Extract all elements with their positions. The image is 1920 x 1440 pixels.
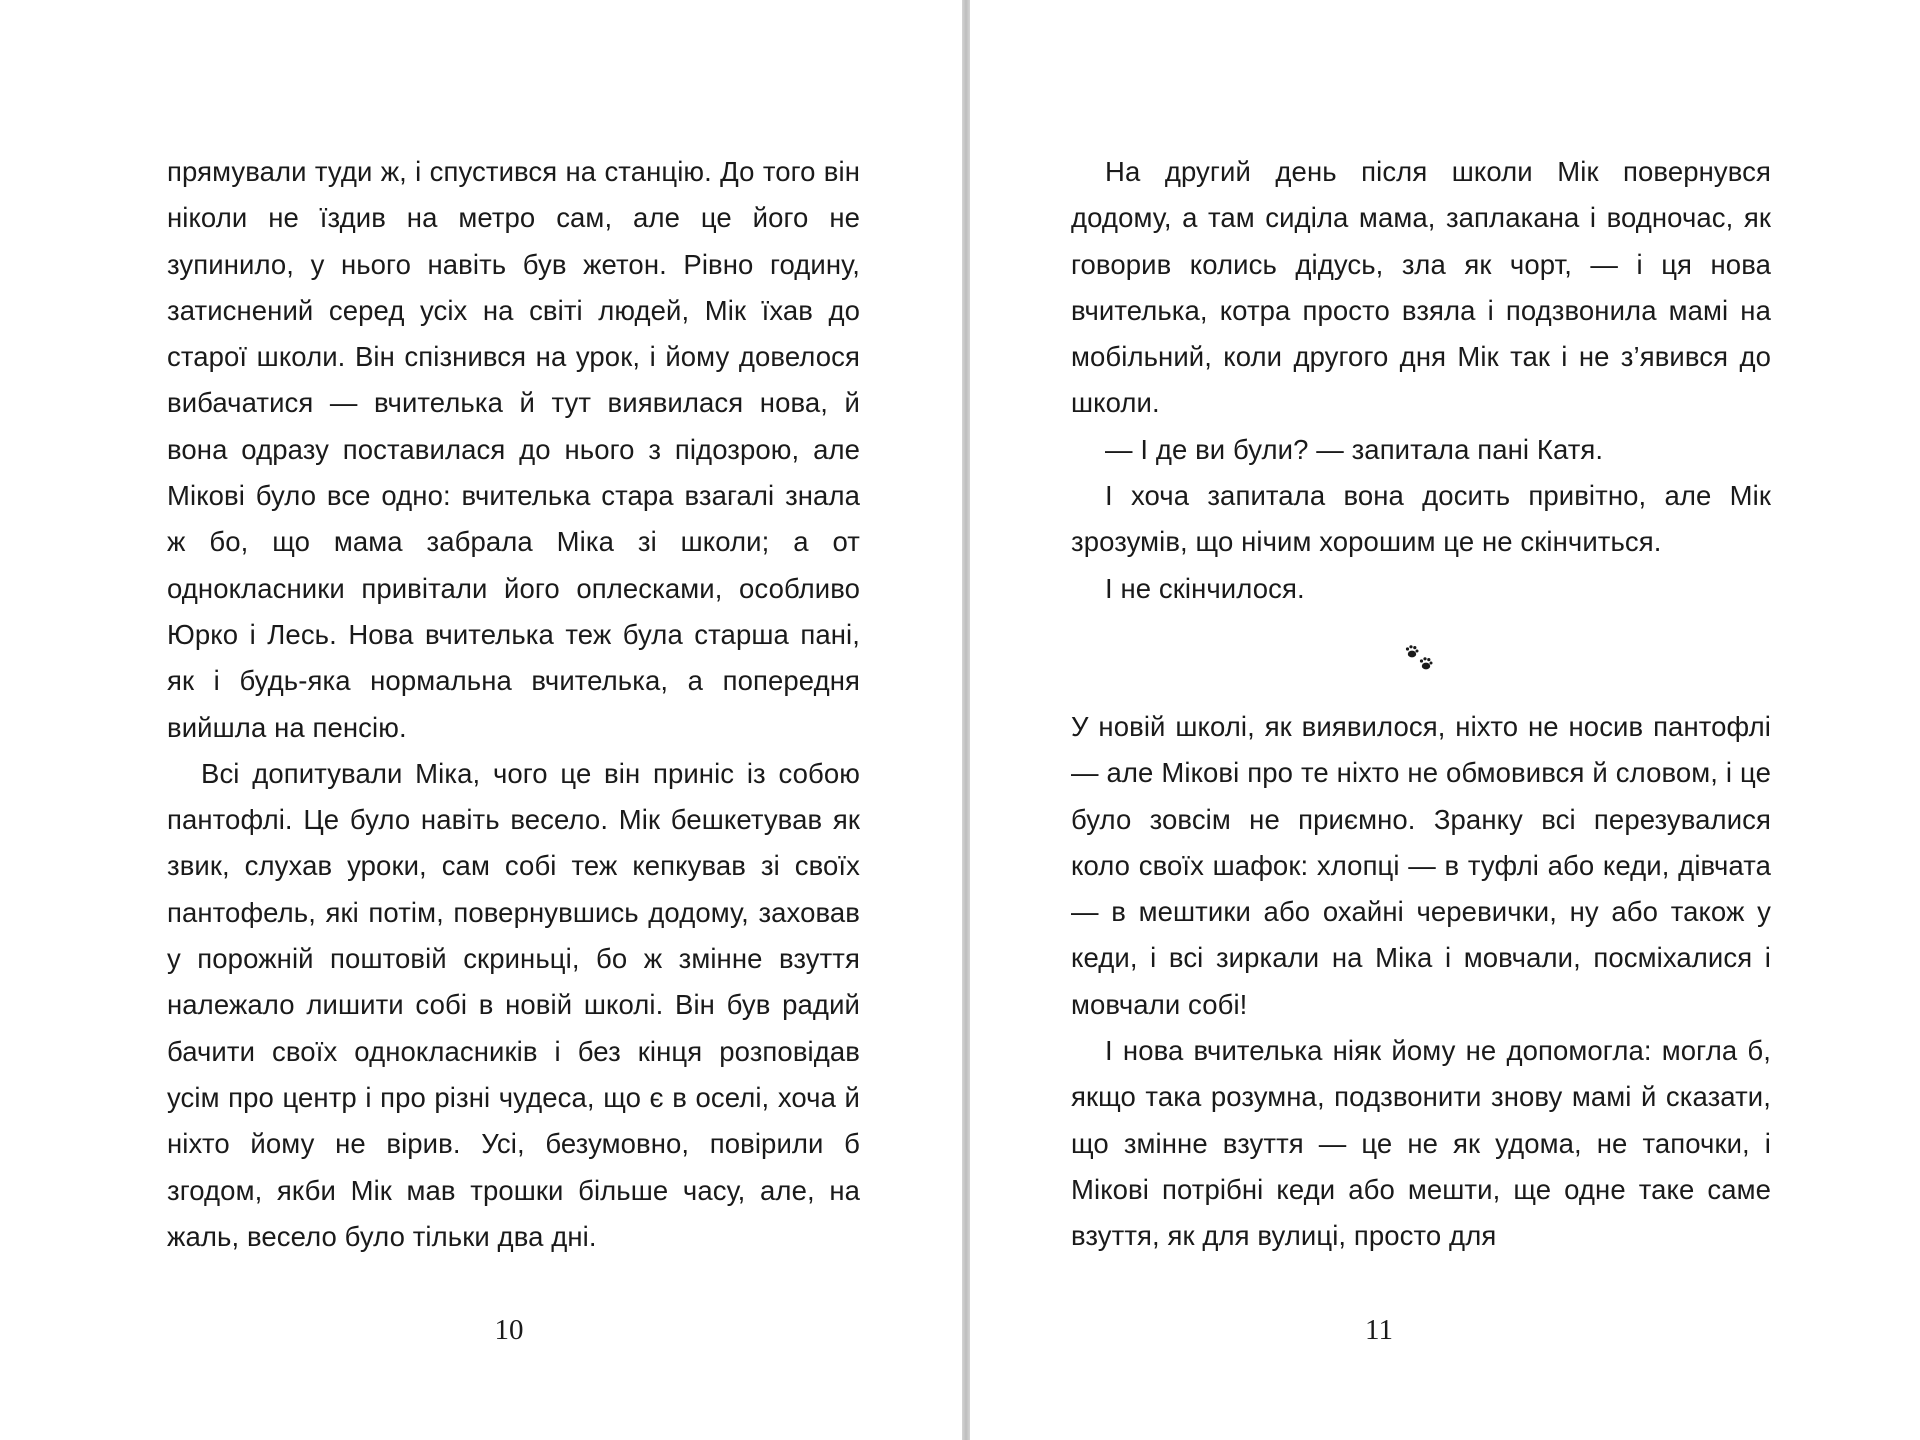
right-page [970,0,1920,1440]
paragraph: І не скінчилося. [1105,572,1305,604]
paragraph: — І де ви були? — запитала пані Катя. [1105,433,1604,465]
right-page-text [1071,149,1771,1260]
paragraph: І хоча запитала вона досить привітно, але Мік зрозумів, що нічим хорошим це не скінчиться. [1071,480,1771,558]
book-spine [962,0,970,1440]
left-page-text [167,149,860,1260]
paragraph: прямували туди ж, і спустився на станцію. До того він ніколи не їздив на метро сам, але це його не зупинило, у нього навіть був жетон. Рівно годину, затиснений серед усіх на світі людей, Мік їхав до старої школи. Він спізнився на урок, і йому довелося вибачатися — вчителька й тут виявилася нова, й вона одразу поставилася до нього з підозрою, але Мікові було все одно: вчителька стара взагалі знала ж бо, що мама забрала Міка зі школи; а от однокласники привітали його оплесками, особливо Юрко і Лесь. Нова вчителька теж була старша пані, як і будь-яка нормальна вчителька, а попередня вийшла на пенсію. [167,156,860,743]
paragraph: Всі допитували Міка, чого це він приніс із собою пантофлі. Це було навіть весело. Мік бешкетував як звик, слухав уроки, сам собі теж кепкував зі своїх пантофель, які потім, повернувшись додому, заховав у порожній поштовій скриньці, бо ж змінне взуття належало лишити собі в новій школі. Він був радий бачити своїх однокласників і без кінця розповідав усім про центр і про різні чудеса, що є в оселі, хоча й ніхто йому не вірив. Усі, безумовно, повірили б згодом, якби Мік мав трошки більше часу, але, на жаль, весело було тільки два дні. [167,757,860,1252]
paw-prints-icon [1403,642,1439,674]
paragraph: І нова вчителька ніяк йому не допомогла: могла б, якщо така розумна, подзвонити знову мамі й сказати, що змінне взуття — це не як удома, не тапочки, і Мікові потрібні кеди або мешти, ще одне таке саме взуття, як для вулиці, просто для [1071,1035,1771,1252]
paragraph: У новій школі, як виявилося, ніхто не носив пантофлі — але Мікові про те ніхто не обмовився й словом, і це було зовсім не приємно. Зранку всі перезувалися коло своїх шафок: хлопці — в туфлі або кеди, дівчата — в мештики або охайні черевички, ну або також у кеди, і всі зиркали на Міка і мовчали, посміхалися і мовчали собі! [1071,710,1771,1020]
paragraph: На другий день після школи Мік повернувся додому, а там сиділа мама, заплакана і водночас, як говорив колись дідусь, зла як чорт, — і ця нова вчителька, котра просто взяла і подзвонила мамі на мобільний, коли другого дня Мік так і не з’явився до школи. [1071,156,1771,419]
section-break [1071,612,1771,704]
page-number-right: 11 [1365,1314,1393,1346]
page-number-left: 10 [494,1314,524,1346]
